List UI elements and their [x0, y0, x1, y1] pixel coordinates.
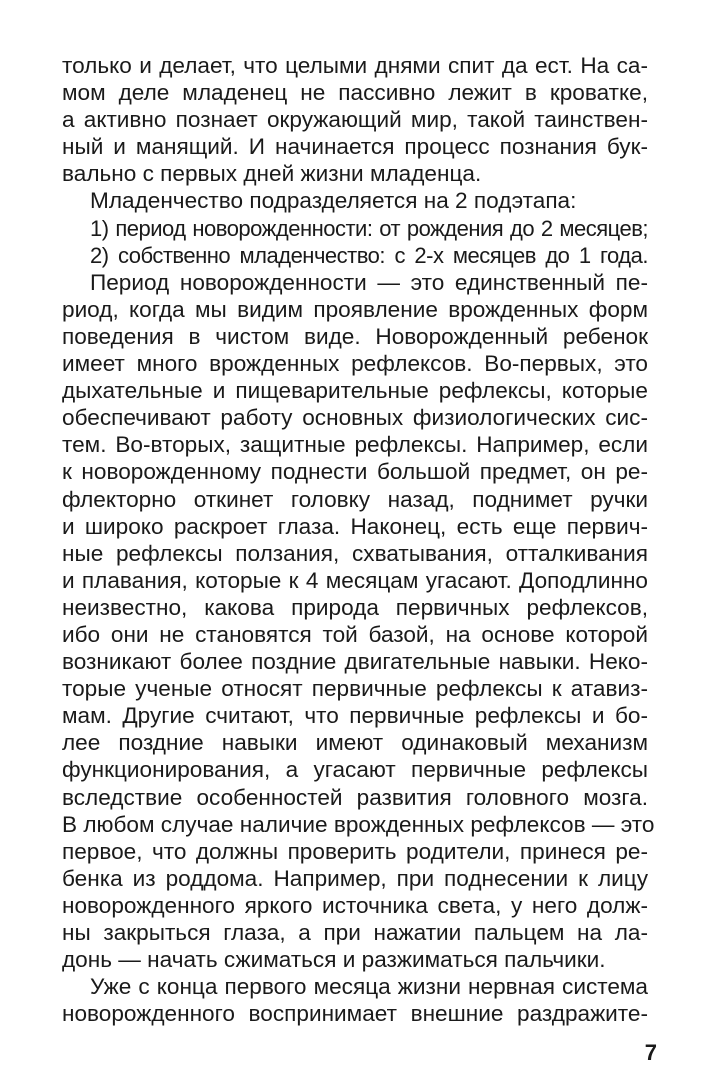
text-line: 2) собственно младенчество: с 2-х месяцев до 1 года. — [90, 242, 648, 268]
body-text — [62, 52, 655, 1027]
text-line: ный и манящий. И начинается процесс познания бук- — [62, 134, 648, 160]
text-line: и широко раскроет глаза. Наконец, есть еще первич- — [62, 513, 648, 539]
text-line: лее поздние навыки имеют одинаковый механизм — [62, 730, 648, 756]
text-line: вследствие особенностей развития головного мозга. — [62, 784, 648, 810]
text-line: Период новорожденности — это единственный пе- — [90, 269, 648, 295]
text-line: имеет много врожденных рефлексов. Во-первых, это — [62, 351, 648, 377]
text-line: мом деле младенец не пассивно лежит в кроватке, — [62, 80, 648, 106]
text-line: ибо они не становятся той базой, на основе которой — [62, 621, 648, 647]
text-line: поведения в чистом виде. Новорожденный ребенок — [62, 323, 648, 349]
text-line: новорожденного воспринимает внешние раздражите- — [62, 1001, 648, 1027]
text-line: мам. Другие считают, что первичные рефлексы и бо- — [62, 703, 648, 729]
text-line: 1) период новорожденности: от рождения до 2 месяцев; — [90, 215, 648, 241]
text-line: риод, когда мы видим проявление врожденных форм — [62, 296, 648, 322]
text-line: первое, что должны проверить родители, принеся ре- — [62, 838, 648, 864]
text-line: к новорожденному поднести большой предмет, он ре- — [62, 459, 648, 485]
text-line: Уже с конца первого месяца жизни нервная система — [90, 974, 648, 1000]
text-line: ны закрыться глаза, а при нажатии пальцем на ла- — [62, 920, 648, 945]
text-line: донь — начать сжиматься и разжиматься пальчики. — [62, 947, 606, 973]
text-line: новорожденного яркого источника света, у него долж- — [62, 892, 648, 918]
text-line: торые ученые относят первичные рефлексы к атавиз- — [62, 676, 648, 702]
text-line: неизвестно, какова природа первичных рефлексов, — [62, 594, 648, 620]
text-line: вально с первых дней жизни младенца. — [62, 161, 482, 187]
text-line: Младенчество подразделяется на 2 подэтапа: — [90, 188, 577, 214]
text-line: функционирования, а угасают первичные рефлексы — [62, 757, 648, 783]
text-line: ные рефлексы ползания, схватывания, отталкивания — [62, 540, 648, 566]
text-line: дыхательные и пищеварительные рефлексы, которые — [62, 378, 648, 404]
text-line: бенка из роддома. Например, при поднесении к лицу — [62, 865, 648, 891]
text-line: флекторно откинет головку назад, поднимет ручки — [62, 486, 648, 512]
text-line: возникают более поздние двигательные навыки. Неко- — [62, 649, 648, 675]
text-line: а активно познает окружающий мир, такой таинствен- — [62, 107, 648, 133]
text-line: и плавания, которые к 4 месяцам угасают. Доподлинно — [62, 567, 648, 593]
text-line: тем. Во-вторых, защитные рефлексы. Например, если — [62, 432, 648, 458]
text-line: обеспечивают работу основных физиологических сис- — [62, 405, 648, 431]
text-line: только и делает, что целыми днями спит да ест. На са- — [62, 53, 648, 78]
page-number: 7 — [644, 1040, 657, 1065]
text-line: В любом случае наличие врожденных рефлексов — это — [62, 811, 655, 837]
